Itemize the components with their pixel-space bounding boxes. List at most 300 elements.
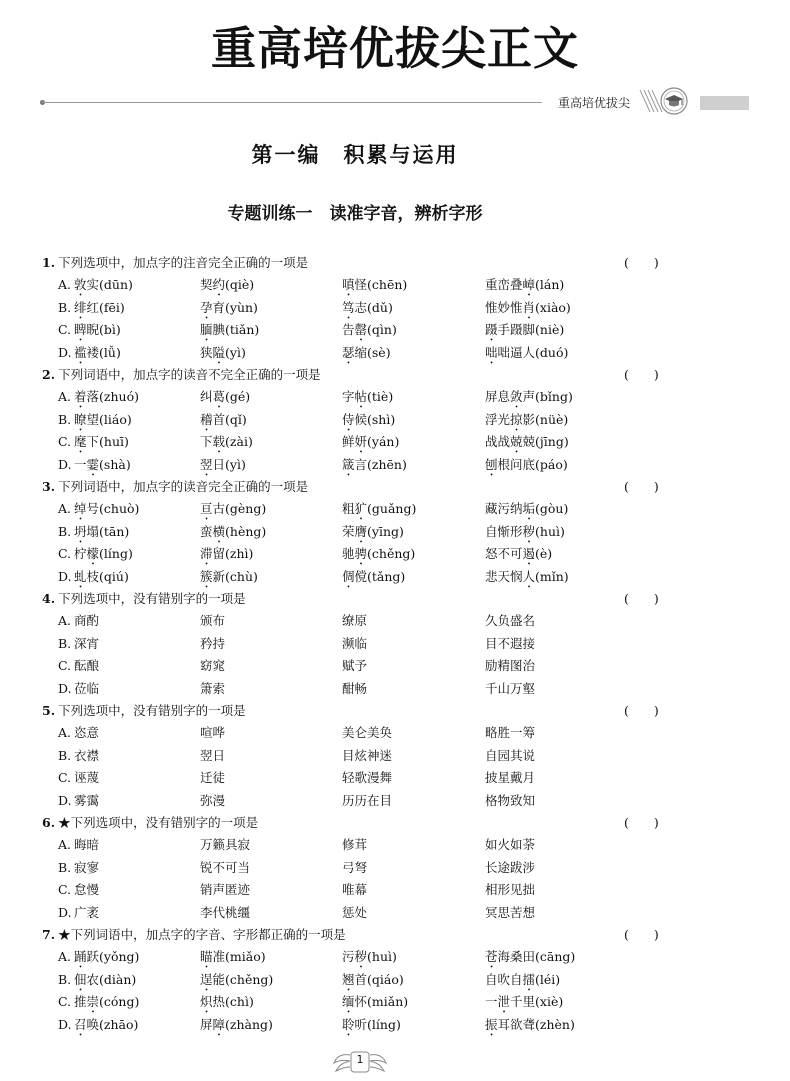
option-term bbox=[342, 431, 399, 456]
term-text: 咄逼人(duó) bbox=[497, 344, 569, 360]
option-term bbox=[200, 498, 266, 523]
option-letter: A. bbox=[58, 501, 72, 516]
dotted-char: 亘 bbox=[200, 501, 213, 516]
option-term bbox=[200, 790, 225, 813]
option-term bbox=[74, 274, 133, 299]
question-stem bbox=[42, 924, 702, 946]
dotted-char: 嶂 bbox=[522, 277, 536, 292]
term-text: (yīng) bbox=[367, 523, 404, 539]
dotted-char: 蹑 bbox=[485, 322, 498, 337]
term-text: 推 bbox=[74, 994, 87, 1009]
term-text: 红(fēi) bbox=[86, 299, 125, 315]
option-term bbox=[74, 566, 129, 591]
term-text: 育(yùn) bbox=[212, 299, 258, 315]
question-stem bbox=[42, 588, 702, 610]
term-text: 怀(miǎn) bbox=[354, 994, 409, 1009]
dotted-char: 佃 bbox=[74, 971, 87, 987]
dotted-char: 隘 bbox=[212, 344, 226, 360]
option-term bbox=[485, 790, 535, 813]
question bbox=[42, 924, 702, 1036]
question bbox=[42, 476, 702, 588]
term-text: 古(gèng) bbox=[212, 501, 267, 516]
question bbox=[42, 700, 702, 812]
term-text: 鲜 bbox=[342, 434, 355, 449]
term-text: 塌(tān) bbox=[86, 523, 130, 539]
option-term bbox=[200, 655, 225, 678]
option-term bbox=[200, 319, 259, 344]
option-letter: C. bbox=[58, 434, 72, 449]
option-letter: C. bbox=[58, 546, 72, 561]
term-text: 能(chěng) bbox=[212, 971, 274, 987]
option-letter: B. bbox=[58, 747, 72, 763]
option-term bbox=[485, 834, 535, 857]
dotted-char: 滞 bbox=[200, 546, 213, 561]
term-text: 莅临 bbox=[74, 680, 100, 696]
option-row bbox=[42, 745, 702, 768]
dotted-char: 睥 bbox=[74, 322, 87, 337]
dotted-char: 笃 bbox=[342, 299, 355, 315]
option-term bbox=[342, 879, 367, 902]
dotted-char: 秽 bbox=[522, 523, 536, 539]
term-text: 一 bbox=[485, 994, 498, 1009]
dotted-char: 麾 bbox=[74, 434, 87, 449]
option-term bbox=[200, 991, 254, 1016]
dotted-char: 瞄 bbox=[200, 949, 213, 964]
dotted-char: 缅 bbox=[342, 994, 355, 1009]
dotted-char: 腼 bbox=[200, 322, 213, 337]
option-term bbox=[200, 342, 246, 367]
option-row bbox=[42, 498, 702, 521]
option-term bbox=[342, 297, 393, 322]
option-term bbox=[342, 319, 397, 344]
dotted-char: 横 bbox=[212, 523, 226, 539]
option-term bbox=[485, 566, 569, 591]
term-text: 广袤 bbox=[74, 904, 100, 920]
term-text: 影(nüè) bbox=[522, 411, 569, 427]
answer-bracket[interactable]: ( ) bbox=[624, 591, 659, 606]
option-row bbox=[42, 342, 702, 365]
option-term bbox=[74, 745, 99, 768]
option-term bbox=[74, 722, 99, 745]
question-number: 1. bbox=[42, 255, 56, 270]
option-term bbox=[200, 902, 250, 925]
term-text: 根问底(páo) bbox=[497, 456, 568, 472]
term-text: (mǐn) bbox=[535, 568, 569, 584]
term-text: 衣襟 bbox=[74, 747, 100, 763]
term-text: 冥思苦想 bbox=[485, 904, 536, 920]
answer-bracket[interactable]: ( ) bbox=[624, 703, 659, 718]
dotted-char: 犷 bbox=[354, 501, 368, 516]
option-term bbox=[200, 879, 250, 902]
option-term bbox=[200, 610, 225, 633]
term-text: (lán) bbox=[535, 277, 565, 292]
option-letter: D. bbox=[58, 1016, 72, 1032]
term-text: 锐不可当 bbox=[200, 859, 251, 875]
option-term bbox=[342, 566, 405, 591]
term-text: 留(zhì) bbox=[212, 546, 254, 561]
term-text: (xiào) bbox=[535, 299, 571, 315]
term-text: 傥(tǎng) bbox=[354, 568, 406, 584]
term-text: 荣 bbox=[342, 523, 355, 539]
term-text: 箫索 bbox=[200, 680, 226, 696]
term-text: 驰 bbox=[342, 546, 355, 561]
term-text: 雾霭 bbox=[74, 792, 100, 808]
option-term bbox=[485, 902, 535, 925]
option-term bbox=[485, 767, 535, 790]
option-term bbox=[342, 745, 392, 768]
page-number: 1 bbox=[356, 1053, 364, 1066]
answer-bracket[interactable]: ( ) bbox=[624, 927, 659, 942]
question-stem bbox=[42, 252, 702, 274]
dotted-char: 妍 bbox=[354, 434, 368, 449]
term-text: (líng) bbox=[99, 546, 133, 561]
dotted-char: 帖 bbox=[354, 389, 368, 404]
option-row bbox=[42, 879, 702, 902]
option-letter: A. bbox=[58, 725, 72, 740]
option-term bbox=[342, 543, 415, 568]
term-text: 美仑美奂 bbox=[342, 725, 393, 740]
term-text: 轻歌漫舞 bbox=[342, 770, 393, 785]
option-term bbox=[485, 297, 571, 322]
term-text: (guǎng) bbox=[367, 501, 417, 516]
option-term bbox=[74, 902, 99, 925]
dotted-char: 罄 bbox=[354, 322, 368, 337]
term-text: 自吹自 bbox=[485, 971, 523, 987]
term-text: (yì) bbox=[225, 344, 246, 360]
main-title: 重高培优拔尖正文 bbox=[210, 22, 579, 75]
dotted-char: 骋 bbox=[354, 546, 368, 561]
term-text: 格物致知 bbox=[485, 792, 536, 808]
option-term bbox=[342, 342, 391, 367]
option-letter: B. bbox=[58, 635, 72, 651]
option-term bbox=[342, 386, 393, 411]
option-term bbox=[485, 610, 535, 633]
option-term bbox=[74, 857, 99, 880]
option-letter: A. bbox=[58, 949, 72, 964]
term-text: (shà) bbox=[99, 456, 131, 472]
question-text: 下列词语中，加点字的读音不完全正确的一项是 bbox=[58, 367, 321, 382]
dotted-char: 绰 bbox=[74, 501, 87, 516]
option-term bbox=[200, 834, 250, 857]
dotted-char: 振 bbox=[485, 1016, 498, 1032]
term-text: 重峦叠 bbox=[485, 277, 523, 292]
term-text: 听(líng) bbox=[354, 1016, 401, 1032]
term-text: 战战 bbox=[485, 434, 511, 449]
question-text: 下列词语中，加点字的读音完全正确的一项是 bbox=[58, 479, 309, 494]
option-term bbox=[200, 745, 225, 768]
term-text: 如火如荼 bbox=[485, 837, 536, 852]
term-text: 久负盛名 bbox=[485, 613, 536, 628]
term-text: 首(qiáo) bbox=[354, 971, 404, 987]
term-text: (zài) bbox=[225, 434, 253, 449]
option-term bbox=[74, 386, 139, 411]
term-text: 略胜一筹 bbox=[485, 725, 536, 740]
dotted-char: 瑟 bbox=[342, 344, 355, 360]
dotted-char: 踊 bbox=[74, 949, 87, 964]
option-term bbox=[485, 678, 535, 701]
term-text: 狭 bbox=[200, 344, 213, 360]
option-term bbox=[200, 543, 253, 568]
option-term bbox=[485, 431, 569, 456]
option-term bbox=[200, 678, 225, 701]
option-term bbox=[485, 991, 563, 1016]
dotted-char: 刨 bbox=[485, 456, 498, 472]
dotted-char: 垢 bbox=[522, 501, 536, 516]
answer-bracket[interactable]: ( ) bbox=[624, 367, 659, 382]
option-term bbox=[200, 386, 250, 411]
option-term bbox=[74, 879, 99, 902]
term-text: (qiè) bbox=[225, 277, 255, 292]
option-term bbox=[342, 857, 367, 880]
term-text: 相形见拙 bbox=[485, 882, 536, 897]
option-letter: D. bbox=[58, 344, 72, 360]
term-text: 准(miǎo) bbox=[212, 949, 266, 964]
option-term bbox=[74, 431, 129, 456]
term-text: 纠 bbox=[200, 389, 213, 404]
term-text: 号(chuò) bbox=[86, 501, 140, 516]
option-letter: A. bbox=[58, 389, 72, 404]
term-text: 缭原 bbox=[342, 613, 368, 628]
dotted-char: 侍 bbox=[342, 411, 355, 427]
question-stem bbox=[42, 812, 702, 834]
option-term bbox=[74, 655, 99, 678]
option-term bbox=[342, 834, 367, 857]
term-text: (huì) bbox=[535, 523, 565, 539]
section-title: 第一编 积累与运用 bbox=[251, 142, 459, 167]
option-term bbox=[342, 767, 392, 790]
option-row bbox=[42, 722, 702, 745]
option-term bbox=[200, 409, 247, 434]
option-term bbox=[342, 678, 367, 701]
option-letter: C. bbox=[58, 882, 72, 897]
option-term bbox=[342, 610, 367, 633]
option-row bbox=[42, 834, 702, 857]
option-letter: A. bbox=[58, 613, 72, 628]
dotted-char: 苍 bbox=[485, 949, 498, 964]
option-letter: D. bbox=[58, 568, 72, 584]
question bbox=[42, 588, 702, 700]
dotted-char: 障 bbox=[212, 1016, 226, 1032]
answer-bracket[interactable]: ( ) bbox=[624, 479, 659, 494]
term-text: 跃(yǒng) bbox=[86, 949, 140, 964]
term-text: 迁徒 bbox=[200, 770, 226, 785]
option-term bbox=[485, 633, 535, 656]
term-text: 褛(lǚ) bbox=[86, 344, 121, 360]
option-letter: D. bbox=[58, 456, 72, 472]
term-text: 怒不可 bbox=[485, 546, 523, 561]
option-term bbox=[200, 969, 273, 994]
option-term bbox=[74, 543, 133, 568]
term-text: (yán) bbox=[367, 434, 400, 449]
option-row bbox=[42, 431, 702, 454]
term-text: (zhàng) bbox=[225, 1016, 273, 1032]
dotted-char: 霎 bbox=[86, 456, 100, 472]
dotted-char: 擂 bbox=[522, 971, 536, 987]
option-term bbox=[200, 857, 250, 880]
option-term bbox=[342, 521, 404, 546]
dotted-char: 绯 bbox=[74, 299, 87, 315]
option-term bbox=[74, 834, 99, 857]
option-term bbox=[200, 722, 225, 745]
option-term bbox=[74, 790, 99, 813]
term-text: 下 bbox=[200, 434, 213, 449]
option-row bbox=[42, 274, 702, 297]
option-term bbox=[342, 655, 367, 678]
term-text: 兢(jīng) bbox=[522, 434, 569, 449]
term-text: 落(zhuó) bbox=[86, 389, 139, 404]
dotted-char: 褴 bbox=[74, 344, 87, 360]
dotted-char: 膺 bbox=[354, 523, 368, 539]
question-text: 下列选项中，加点字的注音完全正确的一项是 bbox=[58, 255, 309, 270]
dotted-char: 箴 bbox=[342, 456, 355, 472]
option-term bbox=[74, 991, 139, 1016]
term-text: 粗 bbox=[342, 501, 355, 516]
option-term bbox=[342, 1014, 401, 1039]
term-text: (tiè) bbox=[367, 389, 394, 404]
dotted-char: 敛 bbox=[510, 389, 523, 404]
term-text: 万籁具寂 bbox=[200, 837, 251, 852]
option-term bbox=[74, 297, 125, 322]
option-letter: D. bbox=[58, 904, 72, 920]
option-letter: B. bbox=[58, 523, 72, 539]
option-row bbox=[42, 790, 702, 813]
option-term bbox=[74, 409, 132, 434]
option-row bbox=[42, 633, 702, 656]
question-number: 2. bbox=[42, 367, 56, 382]
answer-bracket[interactable]: ( ) bbox=[624, 815, 659, 830]
option-letter: A. bbox=[58, 277, 72, 292]
term-text: 惩处 bbox=[342, 904, 368, 920]
term-text: 深宵 bbox=[74, 635, 100, 651]
term-text: 翌日 bbox=[200, 747, 226, 763]
dotted-char: 坍 bbox=[74, 523, 87, 539]
term-text: 枝(qiú) bbox=[86, 568, 129, 584]
option-letter: C. bbox=[58, 994, 72, 1009]
term-text: 披星戴月 bbox=[485, 770, 536, 785]
dotted-char: 聆 bbox=[342, 1016, 355, 1032]
dotted-char: 约 bbox=[212, 277, 226, 292]
option-term bbox=[342, 633, 367, 656]
question-text: ★下列选项中，没有错别字的一项是 bbox=[58, 815, 259, 830]
term-text: 屏息 bbox=[485, 389, 511, 404]
term-text: 修茸 bbox=[342, 837, 368, 852]
term-text: (cóng) bbox=[99, 994, 140, 1009]
option-row bbox=[42, 409, 702, 432]
option-row bbox=[42, 857, 702, 880]
term-text: 怪(chēn) bbox=[354, 277, 408, 292]
term-text: (hèng) bbox=[225, 523, 267, 539]
option-term bbox=[74, 1014, 138, 1039]
question-number: 6. bbox=[42, 815, 56, 830]
option-row bbox=[42, 610, 702, 633]
dotted-char: 遏 bbox=[522, 546, 536, 561]
term-text: 千里(xiè) bbox=[510, 994, 564, 1009]
option-term bbox=[485, 722, 535, 745]
option-row bbox=[42, 946, 702, 969]
option-term bbox=[74, 633, 99, 656]
header-band bbox=[700, 96, 749, 110]
option-term bbox=[74, 610, 99, 633]
term-text: 目炫神迷 bbox=[342, 747, 393, 763]
option-term bbox=[200, 297, 258, 322]
term-text: 耳欲聋(zhèn) bbox=[497, 1016, 575, 1032]
option-term bbox=[485, 969, 560, 994]
page-number-badge bbox=[330, 1049, 390, 1075]
question-text: 下列选项中，没有错别字的一项是 bbox=[58, 591, 246, 606]
header-rule bbox=[42, 102, 542, 103]
option-term bbox=[74, 498, 139, 523]
question-stem bbox=[42, 364, 702, 386]
term-text: 海桑田(cāng) bbox=[497, 949, 576, 964]
term-text: 藏污纳 bbox=[485, 501, 523, 516]
term-text: 一 bbox=[74, 456, 87, 472]
term-text: 弓弩 bbox=[342, 859, 368, 875]
term-text: 诬蔑 bbox=[74, 770, 100, 785]
option-term bbox=[200, 274, 254, 299]
option-row bbox=[42, 655, 702, 678]
term-text: (huì) bbox=[367, 949, 397, 964]
term-text: 告 bbox=[342, 322, 355, 337]
question-number: 4. bbox=[42, 591, 56, 606]
option-letter: B. bbox=[58, 859, 72, 875]
term-text: 手蹑脚(niè) bbox=[497, 322, 565, 337]
dotted-char: 召 bbox=[74, 1016, 87, 1032]
term-text: 恣意 bbox=[74, 725, 100, 740]
option-row bbox=[42, 319, 702, 342]
term-text: 怠慢 bbox=[74, 882, 100, 897]
option-term bbox=[200, 454, 246, 479]
dotted-char: 掠 bbox=[510, 411, 523, 427]
option-term bbox=[485, 1014, 575, 1039]
topic-title: 专题训练一 读准字音，辨析字形 bbox=[227, 204, 483, 224]
answer-bracket[interactable]: ( ) bbox=[624, 255, 659, 270]
option-letter: B. bbox=[58, 411, 72, 427]
term-text: 商酌 bbox=[74, 613, 100, 628]
option-term bbox=[74, 678, 99, 701]
option-term bbox=[485, 409, 568, 434]
term-text: 长途跋涉 bbox=[485, 859, 536, 875]
term-text: 弥漫 bbox=[200, 792, 226, 808]
dotted-char: 翘 bbox=[342, 971, 355, 987]
term-text: 屏 bbox=[200, 1016, 213, 1032]
term-text: 日(yì) bbox=[212, 456, 246, 472]
term-text: 下(huī) bbox=[86, 434, 129, 449]
question-stem bbox=[42, 700, 702, 722]
dotted-char: 肖 bbox=[522, 299, 536, 315]
option-row bbox=[42, 767, 702, 790]
option-term bbox=[485, 319, 564, 344]
option-term bbox=[74, 767, 99, 790]
question-text: 下列选项中，没有错别字的一项是 bbox=[58, 703, 246, 718]
dotted-char: 着 bbox=[74, 389, 87, 404]
option-term bbox=[485, 946, 575, 971]
option-term bbox=[74, 521, 129, 546]
question-number: 5. bbox=[42, 703, 56, 718]
option-term bbox=[74, 969, 136, 994]
term-text: 自惭形 bbox=[485, 523, 523, 539]
term-text: 污 bbox=[342, 949, 355, 964]
term-text: 新(chù) bbox=[212, 568, 258, 584]
dotted-char: 咄 bbox=[485, 344, 498, 360]
option-term bbox=[200, 946, 266, 971]
dotted-char: 兢 bbox=[510, 434, 523, 449]
option-row bbox=[42, 543, 702, 566]
option-term bbox=[74, 319, 121, 344]
term-text: 睨(bì) bbox=[86, 322, 121, 337]
option-letter: D. bbox=[58, 680, 72, 696]
dotted-char: 稽 bbox=[200, 411, 213, 427]
option-term bbox=[485, 745, 535, 768]
